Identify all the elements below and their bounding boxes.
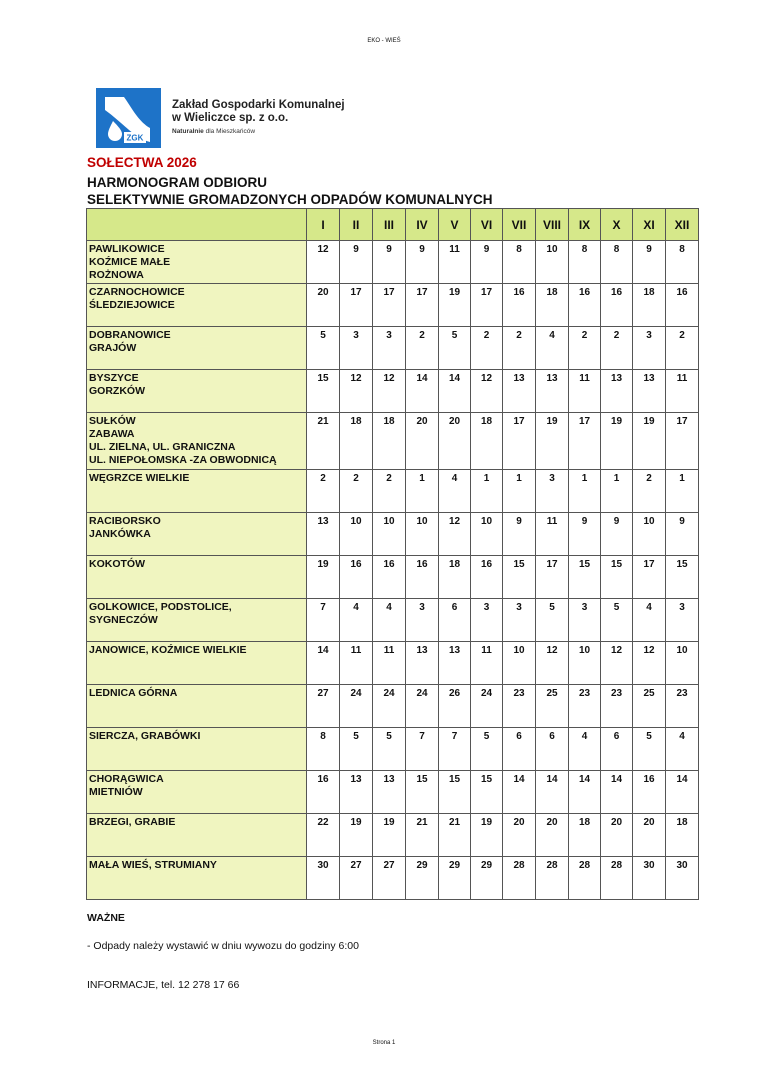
pickup-day-cell: 9 — [340, 241, 373, 284]
pickup-day-cell: 9 — [503, 513, 536, 556]
pickup-day-cell: 29 — [471, 857, 503, 900]
pickup-day-cell: 6 — [439, 599, 471, 642]
table-row — [87, 556, 699, 599]
village-name: RACIBORSKO — [89, 515, 161, 527]
pickup-day-cell: 2 — [471, 327, 503, 370]
pickup-day-cell: 1 — [666, 470, 699, 513]
table-row — [87, 327, 699, 370]
pickup-day-cell: 10 — [406, 513, 439, 556]
village-name-cell — [87, 241, 307, 284]
pickup-day-cell: 2 — [340, 470, 373, 513]
pickup-day-cell: 7 — [406, 728, 439, 771]
village-name: LEDNICA GÓRNA — [89, 687, 178, 699]
pickup-day-cell: 1 — [569, 470, 601, 513]
village-name-cell — [87, 599, 307, 642]
month-header-row — [87, 209, 699, 241]
village-name: SUŁKÓW — [89, 415, 136, 427]
pickup-day-cell: 8 — [307, 728, 340, 771]
pickup-day-cell: 18 — [666, 814, 699, 857]
table-row — [87, 642, 699, 685]
table-row — [87, 728, 699, 771]
pickup-day-cell: 5 — [373, 728, 406, 771]
pickup-day-cell: 13 — [406, 642, 439, 685]
pickup-day-cell: 11 — [340, 642, 373, 685]
village-name: KOŹMICE MAŁE — [89, 256, 171, 268]
pickup-day-cell: 17 — [471, 284, 503, 327]
pickup-day-cell: 12 — [601, 642, 633, 685]
pickup-day-cell: 17 — [406, 284, 439, 327]
pickup-day-cell: 17 — [666, 413, 699, 470]
pickup-day-cell: 3 — [373, 327, 406, 370]
pickup-day-cell: 19 — [471, 814, 503, 857]
village-name: CHORĄGWICA — [89, 773, 164, 785]
table-row — [87, 413, 699, 470]
pickup-day-cell: 13 — [340, 771, 373, 814]
month-header-cell: IV — [406, 209, 439, 241]
pickup-day-cell: 23 — [666, 685, 699, 728]
month-header-cell: VII — [503, 209, 536, 241]
pickup-day-cell: 18 — [373, 413, 406, 470]
village-name: MIETNIÓW — [89, 786, 143, 798]
pickup-day-cell: 8 — [601, 241, 633, 284]
village-name: KOKOTÓW — [89, 558, 145, 570]
pickup-day-cell: 9 — [569, 513, 601, 556]
pickup-day-cell: 24 — [471, 685, 503, 728]
pickup-day-cell: 12 — [471, 370, 503, 413]
village-name: UL. NIEPOŁOMSKA -ZA OBWODNICĄ — [89, 454, 277, 466]
month-header-cell: II — [340, 209, 373, 241]
pickup-day-cell: 10 — [471, 513, 503, 556]
village-name-cell — [87, 728, 307, 771]
pickup-day-cell: 4 — [666, 728, 699, 771]
important-note-title: WAŻNE — [87, 912, 125, 924]
pickup-day-cell: 2 — [633, 470, 666, 513]
pickup-day-cell: 14 — [666, 771, 699, 814]
pickup-day-cell: 30 — [666, 857, 699, 900]
pickup-day-cell: 27 — [340, 857, 373, 900]
pickup-day-cell: 3 — [340, 327, 373, 370]
pickup-day-cell: 10 — [666, 642, 699, 685]
pickup-day-cell: 14 — [307, 642, 340, 685]
pickup-day-cell: 9 — [471, 241, 503, 284]
pickup-day-cell: 5 — [536, 599, 569, 642]
pickup-day-cell: 13 — [601, 370, 633, 413]
page-header-text: EKO - WIEŚ — [367, 38, 401, 44]
company-logo — [96, 88, 161, 148]
company-name-line2: w Wieliczce sp. z o.o. — [172, 112, 289, 124]
table-row — [87, 241, 699, 284]
table-row — [87, 599, 699, 642]
pickup-day-cell: 12 — [633, 642, 666, 685]
pickup-day-cell: 18 — [471, 413, 503, 470]
pickup-day-cell: 5 — [439, 327, 471, 370]
pickup-day-cell: 20 — [439, 413, 471, 470]
pickup-day-cell: 3 — [471, 599, 503, 642]
pickup-day-cell: 4 — [340, 599, 373, 642]
pickup-day-cell: 4 — [536, 327, 569, 370]
pickup-day-cell: 14 — [406, 370, 439, 413]
pickup-day-cell: 8 — [503, 241, 536, 284]
pickup-day-cell: 15 — [406, 771, 439, 814]
pickup-day-cell: 21 — [406, 814, 439, 857]
pickup-day-cell: 18 — [569, 814, 601, 857]
pickup-day-cell: 13 — [373, 771, 406, 814]
pickup-day-cell: 17 — [373, 284, 406, 327]
logo-text: ZGK — [126, 133, 144, 143]
pickup-day-cell: 11 — [536, 513, 569, 556]
pickup-day-cell: 2 — [373, 470, 406, 513]
pickup-day-cell: 2 — [406, 327, 439, 370]
title-year: SOŁECTWA 2026 — [87, 155, 197, 170]
village-name-cell — [87, 685, 307, 728]
pickup-day-cell: 12 — [439, 513, 471, 556]
collection-schedule-table — [86, 208, 699, 900]
pickup-day-cell: 16 — [503, 284, 536, 327]
pickup-day-cell: 6 — [601, 728, 633, 771]
pickup-day-cell: 25 — [536, 685, 569, 728]
pickup-day-cell: 12 — [373, 370, 406, 413]
company-tagline — [172, 128, 345, 135]
pickup-day-cell: 16 — [601, 284, 633, 327]
pickup-day-cell: 28 — [536, 857, 569, 900]
pickup-day-cell: 11 — [373, 642, 406, 685]
pickup-day-cell: 16 — [569, 284, 601, 327]
village-name: BYSZYCE — [89, 372, 139, 384]
village-name-cell — [87, 370, 307, 413]
pickup-day-cell: 5 — [307, 327, 340, 370]
pickup-day-cell: 16 — [471, 556, 503, 599]
village-name: MAŁA WIEŚ, STRUMIANY — [89, 859, 217, 871]
pickup-day-cell: 17 — [569, 413, 601, 470]
pickup-day-cell: 2 — [503, 327, 536, 370]
village-name-cell — [87, 513, 307, 556]
village-name-cell — [87, 556, 307, 599]
company-tagline-bold: Naturalnie — [172, 128, 204, 135]
pickup-day-cell: 9 — [633, 241, 666, 284]
title-line2: SELEKTYWNIE GROMADZONYCH ODPADÓW KOMUNALNYCH — [87, 192, 493, 207]
pickup-day-cell: 16 — [666, 284, 699, 327]
pickup-day-cell: 14 — [503, 771, 536, 814]
pickup-day-cell: 21 — [307, 413, 340, 470]
village-name: ROŻNOWA — [89, 269, 144, 281]
village-name: UL. ZIELNA, UL. GRANICZNA — [89, 441, 236, 453]
village-name: PAWLIKOWICE — [89, 243, 165, 255]
pickup-day-cell: 15 — [601, 556, 633, 599]
pickup-day-cell: 11 — [471, 642, 503, 685]
pickup-day-cell: 30 — [633, 857, 666, 900]
pickup-day-cell: 6 — [503, 728, 536, 771]
company-tagline-rest: dla Mieszkańców — [203, 128, 256, 135]
pickup-day-cell: 9 — [601, 513, 633, 556]
pickup-day-cell: 23 — [569, 685, 601, 728]
pickup-day-cell: 20 — [307, 284, 340, 327]
pickup-day-cell: 20 — [633, 814, 666, 857]
pickup-day-cell: 7 — [307, 599, 340, 642]
pickup-day-cell: 17 — [536, 556, 569, 599]
pickup-day-cell: 20 — [503, 814, 536, 857]
month-header-cell: V — [439, 209, 471, 241]
pickup-day-cell: 10 — [633, 513, 666, 556]
pickup-day-cell: 19 — [340, 814, 373, 857]
table-row — [87, 685, 699, 728]
page-number: Strona 1 — [372, 1040, 396, 1046]
village-name: JANOWICE, KOŹMICE WIELKIE — [89, 644, 247, 656]
pickup-day-cell: 18 — [340, 413, 373, 470]
pickup-day-cell: 15 — [569, 556, 601, 599]
village-name-cell — [87, 327, 307, 370]
pickup-day-cell: 13 — [307, 513, 340, 556]
table-row — [87, 814, 699, 857]
pickup-day-cell: 14 — [569, 771, 601, 814]
pickup-day-cell: 19 — [633, 413, 666, 470]
village-name-cell — [87, 857, 307, 900]
pickup-day-cell: 7 — [439, 728, 471, 771]
pickup-day-cell: 19 — [373, 814, 406, 857]
pickup-day-cell: 14 — [601, 771, 633, 814]
village-name: ŚLEDZIEJOWICE — [89, 299, 175, 311]
pickup-day-cell: 29 — [406, 857, 439, 900]
pickup-day-cell: 12 — [536, 642, 569, 685]
village-name: GORZKÓW — [89, 385, 145, 397]
table-row — [87, 513, 699, 556]
village-name: SYGNECZÓW — [89, 614, 158, 626]
pickup-day-cell: 4 — [439, 470, 471, 513]
title-line1: HARMONOGRAM ODBIORU — [87, 175, 267, 190]
month-header-cell: XI — [633, 209, 666, 241]
pickup-day-cell: 1 — [503, 470, 536, 513]
month-header-cell: VI — [471, 209, 503, 241]
pickup-day-cell: 28 — [503, 857, 536, 900]
pickup-day-cell: 3 — [666, 599, 699, 642]
village-name-cell — [87, 413, 307, 470]
pickup-day-cell: 8 — [666, 241, 699, 284]
pickup-day-cell: 9 — [406, 241, 439, 284]
pickup-day-cell: 13 — [503, 370, 536, 413]
pickup-day-cell: 8 — [569, 241, 601, 284]
pickup-day-cell: 16 — [633, 771, 666, 814]
pickup-day-cell: 10 — [569, 642, 601, 685]
pickup-day-cell: 20 — [601, 814, 633, 857]
pickup-day-cell: 30 — [307, 857, 340, 900]
pickup-day-cell: 15 — [666, 556, 699, 599]
pickup-day-cell: 22 — [307, 814, 340, 857]
pickup-day-cell: 11 — [569, 370, 601, 413]
month-header-cell: IX — [569, 209, 601, 241]
pickup-day-cell: 11 — [439, 241, 471, 284]
pickup-day-cell: 23 — [503, 685, 536, 728]
pickup-day-cell: 24 — [340, 685, 373, 728]
pickup-day-cell: 4 — [373, 599, 406, 642]
pickup-day-cell: 16 — [373, 556, 406, 599]
pickup-day-cell: 10 — [373, 513, 406, 556]
pickup-day-cell: 20 — [536, 814, 569, 857]
village-name-cell — [87, 771, 307, 814]
pickup-day-cell: 17 — [340, 284, 373, 327]
month-header-cell: VIII — [536, 209, 569, 241]
month-header-cell: XII — [666, 209, 699, 241]
village-name: CZARNOCHOWICE — [89, 286, 185, 298]
pickup-day-cell: 27 — [307, 685, 340, 728]
pickup-day-cell: 3 — [406, 599, 439, 642]
pickup-day-cell: 6 — [536, 728, 569, 771]
village-name: JANKÓWKA — [89, 528, 151, 540]
company-name-block — [172, 99, 345, 135]
village-name: DOBRANOWICE — [89, 329, 171, 341]
pickup-day-cell: 20 — [406, 413, 439, 470]
pickup-day-cell: 9 — [666, 513, 699, 556]
village-name-cell — [87, 470, 307, 513]
pickup-day-cell: 19 — [307, 556, 340, 599]
pickup-day-cell: 11 — [666, 370, 699, 413]
pickup-day-cell: 3 — [569, 599, 601, 642]
pickup-day-cell: 9 — [373, 241, 406, 284]
village-name: SIERCZA, GRABÓWKI — [89, 730, 201, 742]
pickup-day-cell: 25 — [633, 685, 666, 728]
pickup-day-cell: 29 — [439, 857, 471, 900]
pickup-day-cell: 2 — [601, 327, 633, 370]
pickup-day-cell: 28 — [569, 857, 601, 900]
pickup-day-cell: 2 — [307, 470, 340, 513]
pickup-day-cell: 13 — [633, 370, 666, 413]
table-row — [87, 857, 699, 900]
pickup-day-cell: 27 — [373, 857, 406, 900]
pickup-day-cell: 16 — [307, 771, 340, 814]
pickup-day-cell: 24 — [406, 685, 439, 728]
pickup-day-cell: 17 — [503, 413, 536, 470]
header-corner-cell — [87, 209, 307, 241]
contact-info: INFORMACJE, tel. 12 278 17 66 — [87, 979, 240, 991]
village-name-cell — [87, 642, 307, 685]
pickup-day-cell: 5 — [633, 728, 666, 771]
pickup-day-cell: 5 — [601, 599, 633, 642]
village-name: ZABAWA — [89, 428, 135, 440]
village-name: GOLKOWICE, PODSTOLICE, — [89, 601, 232, 613]
pickup-day-cell: 15 — [307, 370, 340, 413]
pickup-day-cell: 18 — [536, 284, 569, 327]
pickup-day-cell: 28 — [601, 857, 633, 900]
pickup-day-cell: 13 — [439, 642, 471, 685]
village-name-cell — [87, 814, 307, 857]
village-name: GRAJÓW — [89, 342, 137, 354]
table-row — [87, 284, 699, 327]
pickup-day-cell: 14 — [536, 771, 569, 814]
pickup-day-cell: 3 — [503, 599, 536, 642]
pickup-day-cell: 4 — [633, 599, 666, 642]
pickup-day-cell: 14 — [439, 370, 471, 413]
village-name: WĘGRZCE WIELKIE — [89, 472, 190, 484]
pickup-day-cell: 21 — [439, 814, 471, 857]
pickup-day-cell: 23 — [601, 685, 633, 728]
village-name: BRZEGI, GRABIE — [89, 816, 176, 828]
pickup-day-cell: 12 — [307, 241, 340, 284]
pickup-day-cell: 15 — [439, 771, 471, 814]
pickup-day-cell: 17 — [633, 556, 666, 599]
pickup-day-cell: 16 — [406, 556, 439, 599]
company-name-line1: Zakład Gospodarki Komunalnej — [172, 99, 345, 111]
pickup-day-cell: 26 — [439, 685, 471, 728]
pickup-day-cell: 10 — [503, 642, 536, 685]
table-row — [87, 470, 699, 513]
month-header-cell: III — [373, 209, 406, 241]
logo-graphic — [96, 88, 161, 148]
pickup-day-cell: 5 — [340, 728, 373, 771]
pickup-day-cell: 1 — [471, 470, 503, 513]
pickup-day-cell: 16 — [340, 556, 373, 599]
pickup-day-cell: 5 — [471, 728, 503, 771]
pickup-day-cell: 18 — [439, 556, 471, 599]
pickup-day-cell: 15 — [503, 556, 536, 599]
pickup-day-cell: 10 — [340, 513, 373, 556]
pickup-day-cell: 19 — [439, 284, 471, 327]
pickup-day-cell: 13 — [536, 370, 569, 413]
pickup-day-cell: 12 — [340, 370, 373, 413]
pickup-day-cell: 1 — [601, 470, 633, 513]
pickup-day-cell: 19 — [601, 413, 633, 470]
pickup-day-cell: 19 — [536, 413, 569, 470]
table-row — [87, 370, 699, 413]
month-header-cell: X — [601, 209, 633, 241]
pickup-day-cell: 24 — [373, 685, 406, 728]
village-name-cell — [87, 284, 307, 327]
pickup-day-cell: 1 — [406, 470, 439, 513]
table-row — [87, 771, 699, 814]
important-note-text: - Odpady należy wystawić w dniu wywozu do godziny 6:00 — [87, 940, 359, 952]
pickup-day-cell: 4 — [569, 728, 601, 771]
pickup-day-cell: 18 — [633, 284, 666, 327]
pickup-day-cell: 15 — [471, 771, 503, 814]
month-header-cell: I — [307, 209, 340, 241]
pickup-day-cell: 10 — [536, 241, 569, 284]
pickup-day-cell: 3 — [536, 470, 569, 513]
pickup-day-cell: 3 — [633, 327, 666, 370]
pickup-day-cell: 2 — [569, 327, 601, 370]
pickup-day-cell: 2 — [666, 327, 699, 370]
